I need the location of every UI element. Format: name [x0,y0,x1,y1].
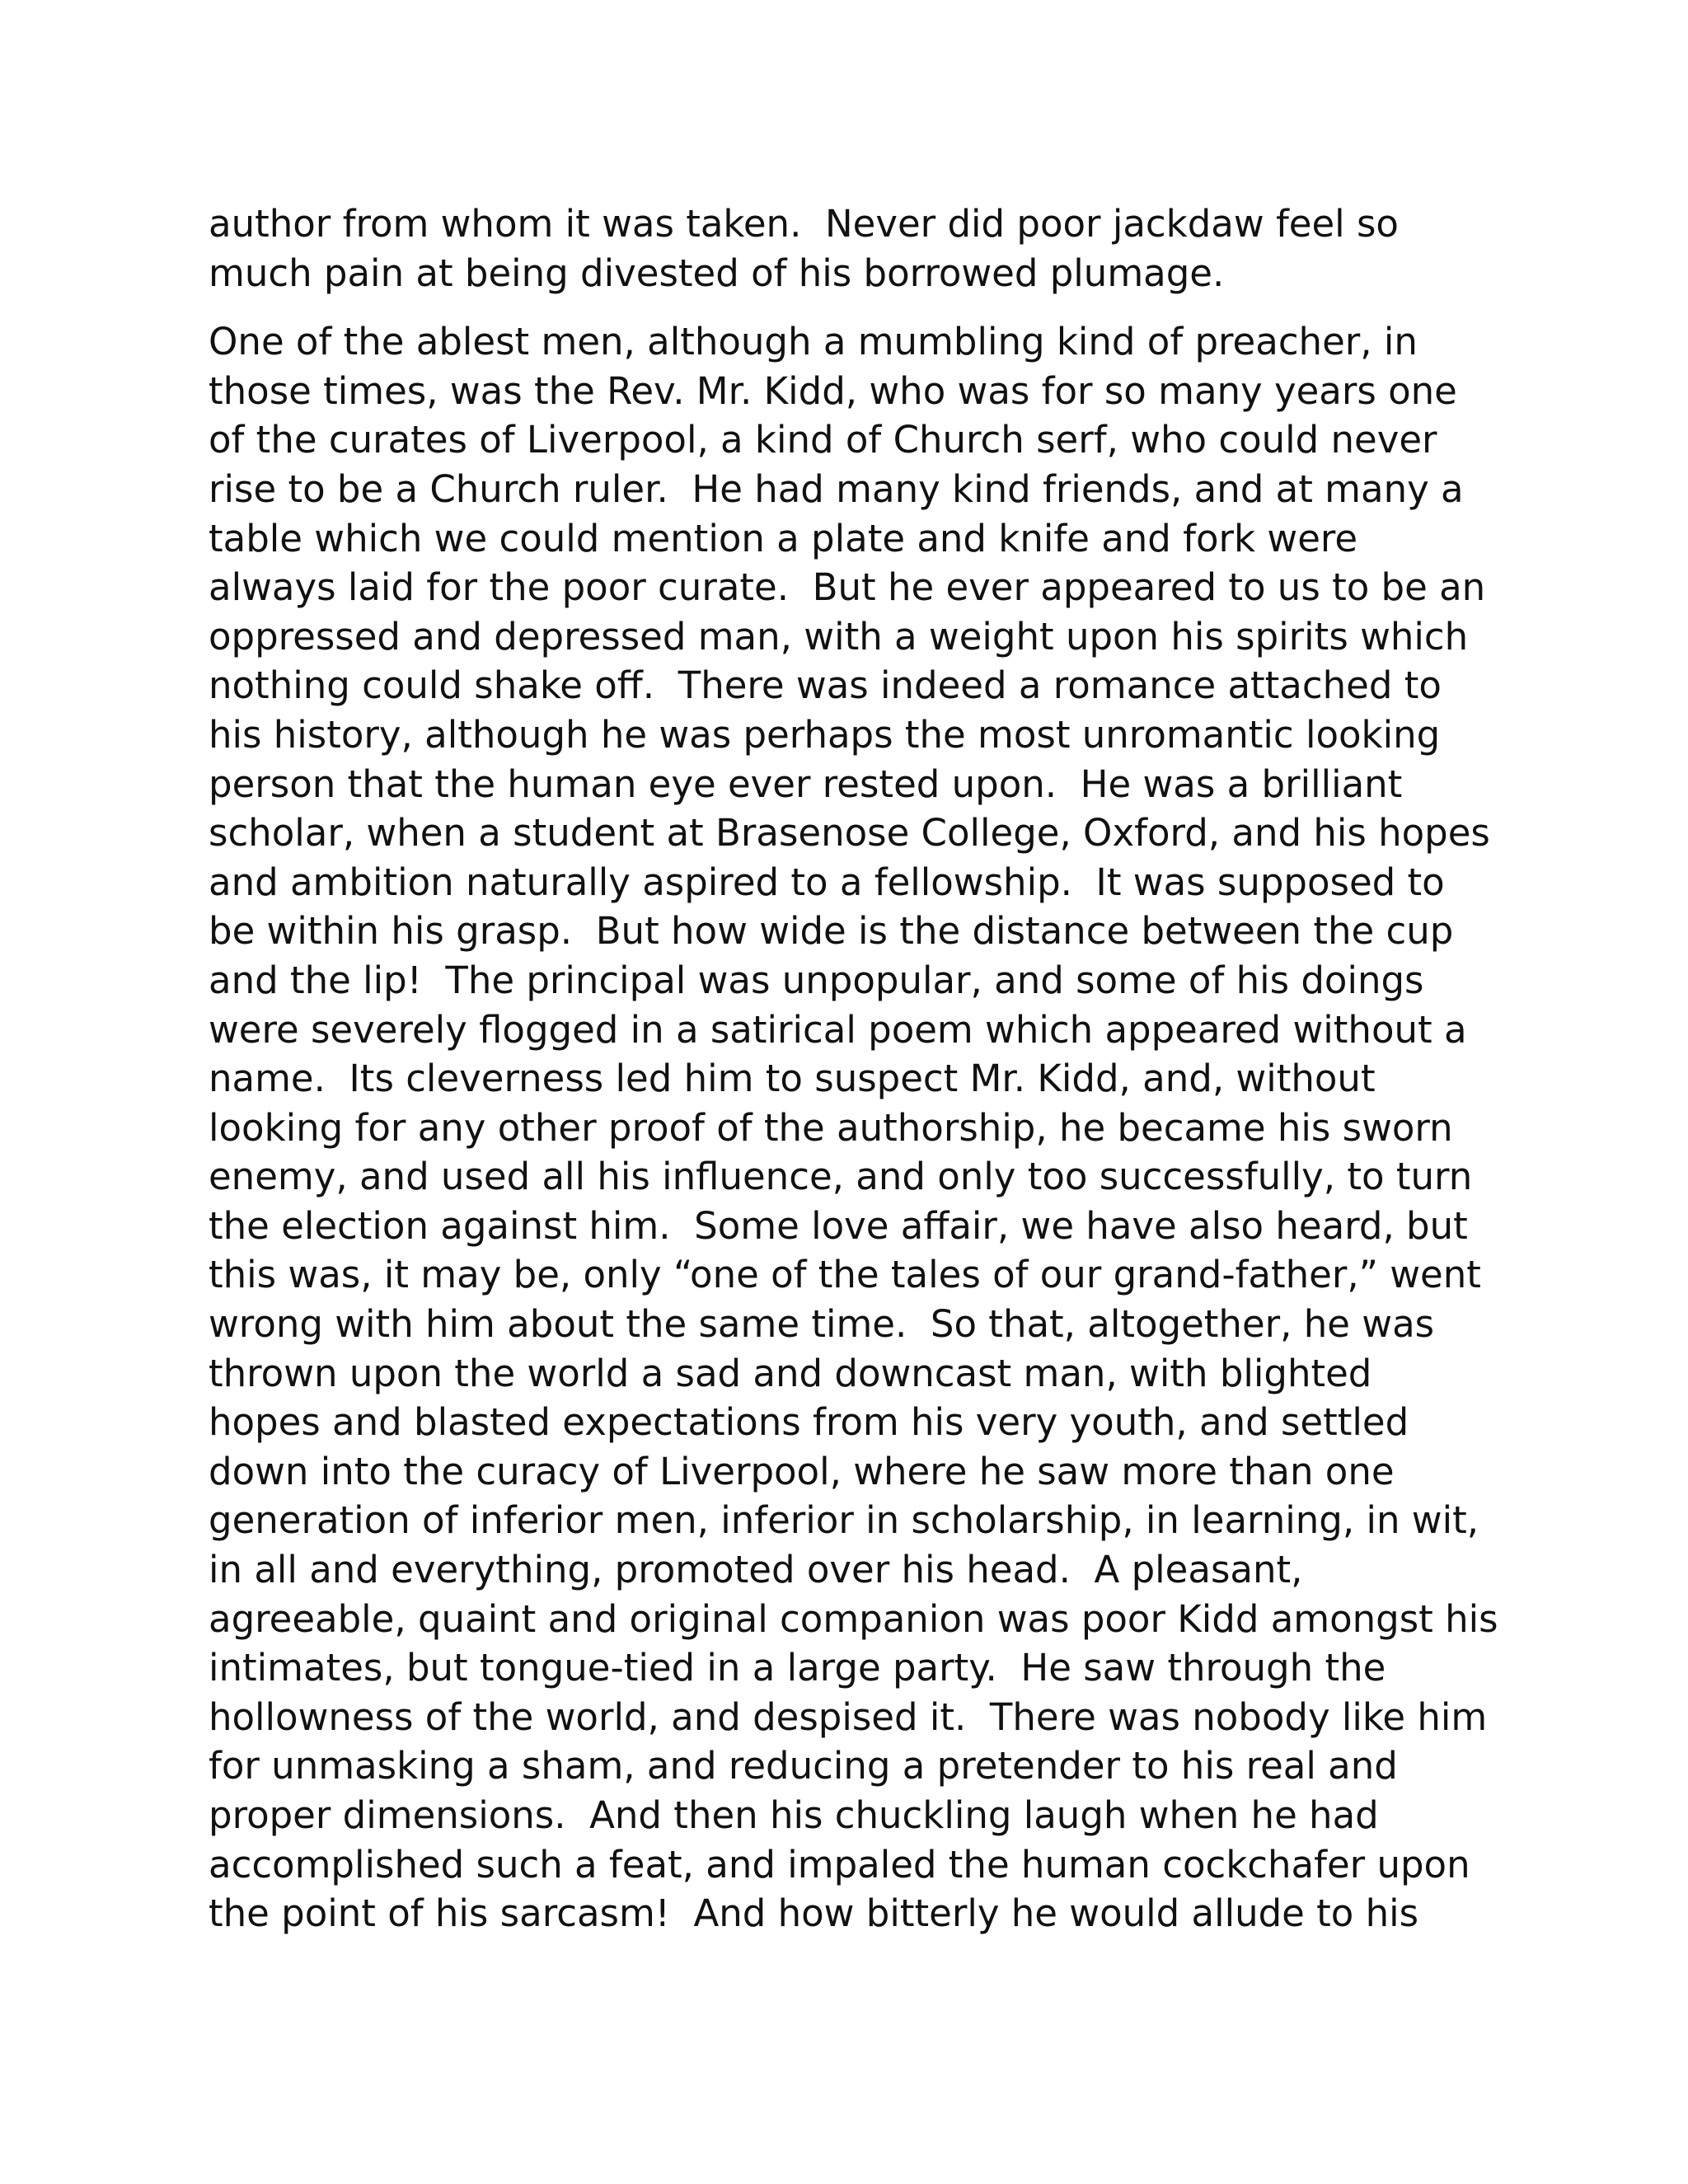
text-line: and the lip! The principal was unpopular, and some of his doings [209,958,1424,1002]
text-line: and ambition naturally aspired to a fellowship. It was supposed to [209,860,1445,904]
text-line: always laid for the poor curate. But he ever appeared to us to be an [209,565,1486,610]
text-line: One of the ablest men, although a mumbling kind of preacher, in [209,320,1418,364]
text-line: agreeable, quaint and original companion was poor Kidd amongst his [209,1596,1498,1641]
text-line: the point of his sarcasm! And how bitterly he would allude to his [209,1891,1419,1936]
text-line: looking for any other proof of the authorship, he became his sworn [209,1105,1453,1150]
text-line: intimates, but tongue-tied in a large party. He saw through the [209,1646,1386,1690]
text-line: table which we could mention a plate and knife and fork were [209,516,1358,560]
text-line: of the curates of Liverpool, a kind of Church serf, who could never [209,418,1437,462]
text-line: scholar, when a student at Brasenose College, Oxford, and his hopes [209,811,1490,855]
text-line: thrown upon the world a sad and downcast man, with blighted [209,1351,1372,1395]
text-line: those times, was the Rev. Mr. Kidd, who was for so many years one [209,368,1457,413]
paragraph-2 [209,317,1498,1938]
text-line: wrong with him about the same time. So that, altogether, he was [209,1302,1435,1347]
text-line: for unmasking a sham, and reducing a pretender to his real and [209,1744,1398,1788]
text-line: accomplished such a feat, and impaled the human cockchafer upon [209,1842,1470,1886]
text-line: enemy, and used all his influence, and only too successfully, to turn [209,1155,1473,1199]
text-line: rise to be a Church ruler. He had many kind friends, and at many a [209,466,1464,511]
text-line: his history, although he was perhaps the most unromantic looking [209,712,1441,757]
text-line: nothing could shake off. There was indeed a romance attached to [209,663,1442,708]
text-line: generation of inferior men, inferior in scholarship, in learning, in wit, [209,1498,1479,1543]
text-line: were severely flogged in a satirical poem which appeared without a [209,1007,1467,1052]
text-line: oppressed and depressed man, with a weight upon his spirits which [209,614,1469,658]
text-line: name. Its cleverness led him to suspect Mr. Kidd, and, without [209,1057,1376,1101]
text-line: down into the curacy of Liverpool, where he saw more than one [209,1449,1395,1493]
text-line: hopes and blasted expectations from his very youth, and settled [209,1400,1409,1445]
text-line: in all and everything, promoted over his head. A pleasant, [209,1548,1303,1592]
text-line: this was, it may be, only “one of the tales of our grand-father,” went [209,1253,1481,1297]
document-page [209,199,1498,1938]
paragraph-1 [209,199,1494,298]
text-line: hollowness of the world, and despised it. There was nobody like him [209,1694,1488,1739]
text-line: person that the human eye ever rested upon. He was a brilliant [209,762,1403,806]
text-line: be within his grasp. But how wide is the distance between the cup [209,909,1454,954]
text-line: the election against him. Some love affair, we have also heard, but [209,1203,1468,1248]
text-line: proper dimensions. And then his chuckling laugh when he had [209,1793,1379,1837]
text-line: author from whom it was taken. Never did poor jackdaw feel so [209,202,1399,246]
text-line: much pain at being divested of his borrowed plumage. [209,251,1225,295]
